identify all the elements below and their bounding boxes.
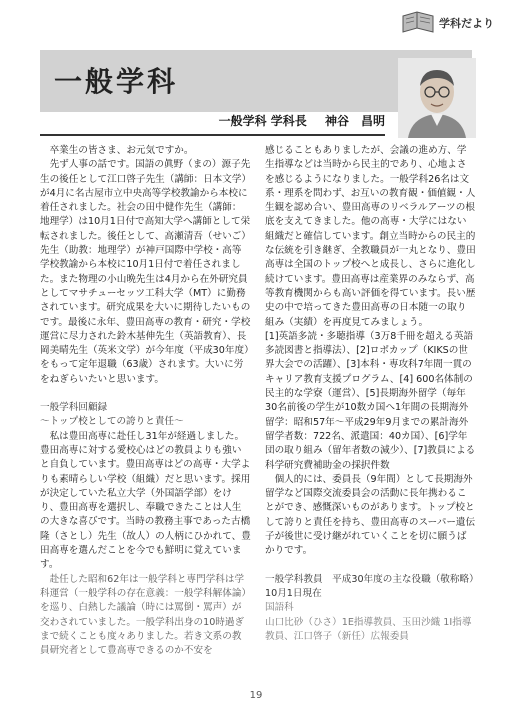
paragraph: 卒業生の皆さま、お元気ですか。 <box>49 145 194 156</box>
author-portrait <box>398 58 476 138</box>
paragraph: 感じることもありましたが、会議の進め方、学生指導などは当時から民主的であり、心地よさを感じるようになりました。一般学科26名は文系・理系を問わず、お互いの教育観・価値観・人生観を認め合い、豊田高専のリベラルアーツの根底を支えてきました。他の高専・大学にはない組織だと確信しています。創立当時からの民主的な伝統を引き継ぎ、全教職員が一丸となり、豊田高専は全国のトップ校へと成長し、さらに進化し続けています。豊田高専は産業界のみならず、高等教育機関からも高い評価を得ています。長い歴史の中で培ってきた豊田高専の日本随一の取り組み（実績）を再度見てみましょう。 <box>265 145 476 328</box>
section-title: 一般学科回顧録 <box>40 402 108 414</box>
paragraph: 先ず人事の話です。国語の眞野（まの）源子先生の後任として江口啓子先生（講師：日本文学）が4月に名古屋市立中央高等学校教諭から本校に着任されました。社会の田中健作先生（講師：地理学）は10月1日付で高知大学へ講師として栄転されました。後任として、高瀬清吾（せいご）先生（助教：地理学）が神戸国際中学校・高等学校教諭から本校に10月1日付で着任されました。また物理の小山晩先生は4月から在外研究員としてマサチューセッツ工科大学（MT）に勤務されています。研究成果を大いに期待したいものです。最後に永年、豊田高専の教育・研究・学校運営に尽力された鈴木基伸先生（英語教育）、長岡美晴先生（英米文学）が今年度（平成30年度）をもって定年退職（63歳）されます。大いに労をねぎらいたいと思います。 <box>40 159 251 385</box>
paragraph: 赴任した昭和62年は一般学科と専門学科は学科運営（一般学科の存在意義：一般学科解体論）を巡り、白熱した議論（時には罵倒・罵声）が交わされていました。一般学科出身の10時過ぎまで続くことも度々ありました。若き文系の教員研究者として豊高専できるのか不安を <box>40 573 247 657</box>
byline-dept: 一般学科 学科長 <box>218 114 307 128</box>
page-number: 19 <box>249 690 263 701</box>
roster-subject: 国語科 <box>265 602 294 614</box>
paragraph: 個人的には、委員長（9年間）として長期海外留学など国際交流委員会の活動に長年携わることができ、感慨深いものがあります。トップ校として誇りと責任を持ち、豊田高専のスーパー遺伝子が後世に受け継がれていくことを切に願うばかりです。 <box>265 473 476 557</box>
paragraph: 私は豊田高専に赴任し31年が経過しました。豊田高専に対する愛校心はどの教員よりも強いと自負しています。豊田高専はどの高専・大学よりも素晴らしい学校（組織）だと思います。採用が決定していた私立大学（外国語学部）をけり、豊田高専を選択し、奉職できたことは人生の大きな喜びです。当時の教務主事であった古橋隆（さとし）先生（故人）の人柄にひかれて、豊田高専を選んだことを今でも鮮明に覚えています。 <box>40 430 251 571</box>
corner-label: 学科だより <box>439 17 494 30</box>
left-column <box>40 144 251 672</box>
page-title: 一般学科 <box>54 65 179 98</box>
roster-members: 山口比砂（ひさ）1E指導教員、玉田沙織 1I指導教員、江口啓子（新任）広報委員 <box>265 616 472 642</box>
corner-header <box>401 10 494 36</box>
right-column <box>265 144 476 672</box>
roster-heading: 一般学科教員 平成30年度の主な役職（敬称略）10月1日現在 <box>265 573 474 599</box>
section-subtitle: ～トップ校としての誇りと責任～ <box>40 416 184 428</box>
achievements-list: [1]英語多読・多聴指導（3万8千冊を超える英語多読図書と指導法）、[2]ロボカップ（KIKSの世界大会での活躍）、[3]本科・専攻科7年間一貫のキャリア教育支援プログラム、[4] 600名体制の民主的な学寮（運営）、[5]長期海外留学（毎年30名前後の学生が10数カ国へ1年間の長期海外留学：昭和57年～平成29年9月までの累計海外留学者数：722名、派遣国：40カ国）、[6]学年団の取り組み（留年者数の減少）、[7]教員による科学研究費補助金の採択件数 <box>265 330 476 471</box>
byline-name: 神谷 昌明 <box>324 114 385 128</box>
byline <box>40 112 385 136</box>
portrait-image <box>398 58 476 138</box>
article-body <box>40 144 476 672</box>
book-icon <box>401 10 435 36</box>
